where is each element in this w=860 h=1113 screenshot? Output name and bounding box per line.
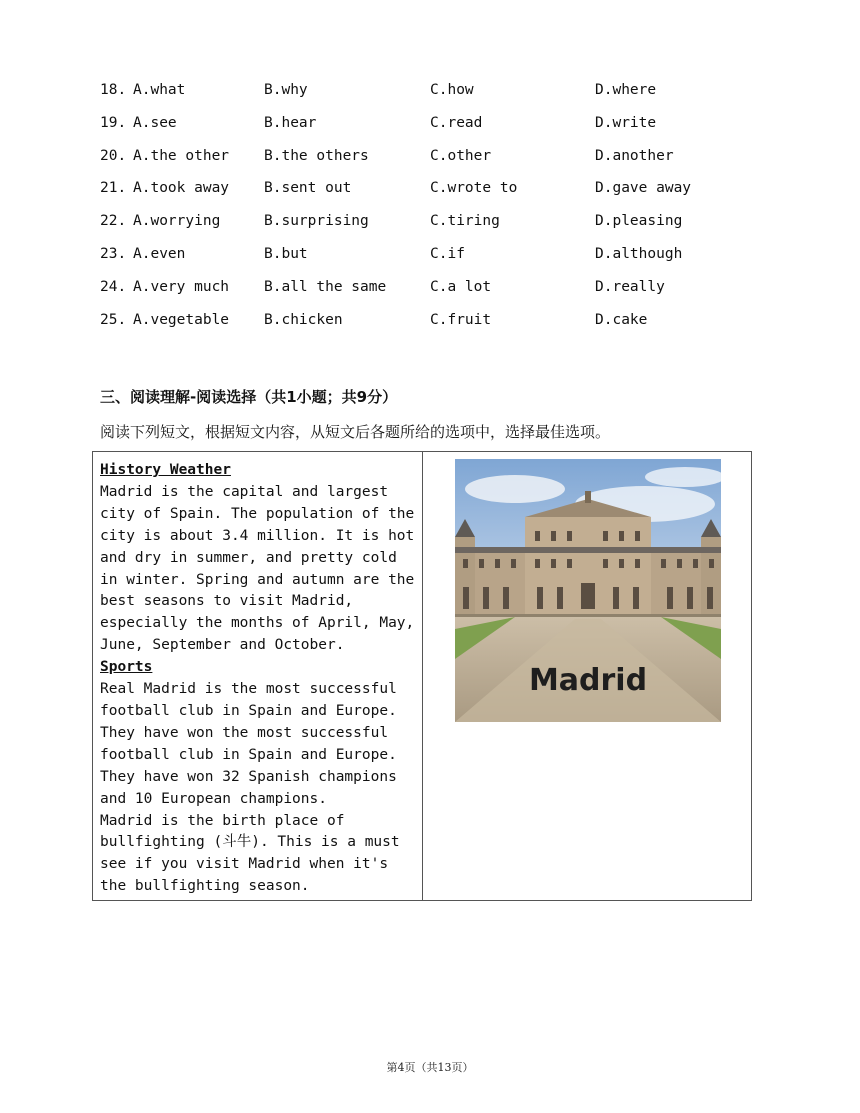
option-c: C.tiring [430,213,500,230]
option-b: B.but [264,245,308,262]
question-number: 23. [100,245,127,262]
option-d: D.pleasing [595,213,683,230]
table-divider [422,452,423,900]
option-a: A.worrying [133,213,221,230]
question-number: 21. [100,180,127,197]
option-c: C.a lot [430,278,492,295]
paragraph-weather: Madrid is the capital and largest city of Spain. The population of the city is about 3.4 million. It is hot and dry in summer, and pretty cold in winter. Spring and autumn are the best seasons to visit Madrid, especially the months of April, May, June, September and October. [100,483,415,654]
option-b: B.hear [264,114,317,131]
section-title: 三、阅读理解-阅读选择（共1小题；共9分） [100,388,398,406]
option-a: A.what [133,82,186,98]
option-a: A.even [133,245,186,262]
option-a: A.vegetable [133,311,230,328]
option-d: D.write [595,114,657,131]
image-caption: Madrid [528,663,648,698]
option-d: D.really [595,278,665,295]
option-c: C.other [430,147,492,164]
option-d: D.although [595,245,683,262]
heading-history-weather: History Weather [100,462,231,478]
madrid-palace-image [455,459,721,722]
option-b: B.the others [264,147,369,164]
paragraph-bullfighting: Madrid is the birth place of bullfighting (斗牛). This is a must see if you visit Madrid when it's the bullfighting season. [100,812,400,895]
option-b: B.all the same [264,278,387,295]
question-row [100,178,740,211]
paragraph-sports: Real Madrid is the most successful football club in Spain and Europe. They have won the most successful football club in Spain and Europe. They have won 32 Spanish champions and 10 European champions. [100,681,397,807]
question-row [100,277,740,310]
passage-table [92,451,752,901]
option-a: A.very much [133,278,230,295]
question-number: 25. [100,311,127,328]
option-b: B.chicken [264,311,343,328]
option-d: D.gave away [595,180,692,197]
question-number: 20. [100,147,127,164]
question-number: 24. [100,278,127,295]
question-number: 19. [100,114,127,131]
option-d: D.where [595,82,657,98]
question-row [100,310,740,343]
answer-options-list [100,80,740,342]
question-row [100,113,740,146]
passage-text [100,460,418,898]
option-a: A.the other [133,147,230,164]
section-instruction: 阅读下列短文，根据短文内容，从短文后各题所给的选项中，选择最佳选项。 [100,423,611,441]
option-a: A.took away [133,180,230,197]
option-c: C.read [430,114,483,131]
question-number: 18. [100,82,127,98]
question-row [100,80,740,113]
option-c: C.fruit [430,311,492,328]
heading-sports: Sports [100,659,153,676]
option-a: A.see [133,114,177,131]
question-row [100,146,740,179]
option-b: B.surprising [264,213,369,230]
option-d: D.cake [595,311,648,328]
option-c: C.how [430,82,474,98]
question-row [100,244,740,277]
question-row [100,211,740,244]
option-d: D.another [595,147,674,164]
option-c: C.wrote to [430,180,518,197]
option-b: B.sent out [264,180,352,197]
page-footer: 第4页（共13页） [386,1061,474,1074]
question-number: 22. [100,213,127,230]
option-b: B.why [264,82,308,98]
option-c: C.if [430,245,465,262]
